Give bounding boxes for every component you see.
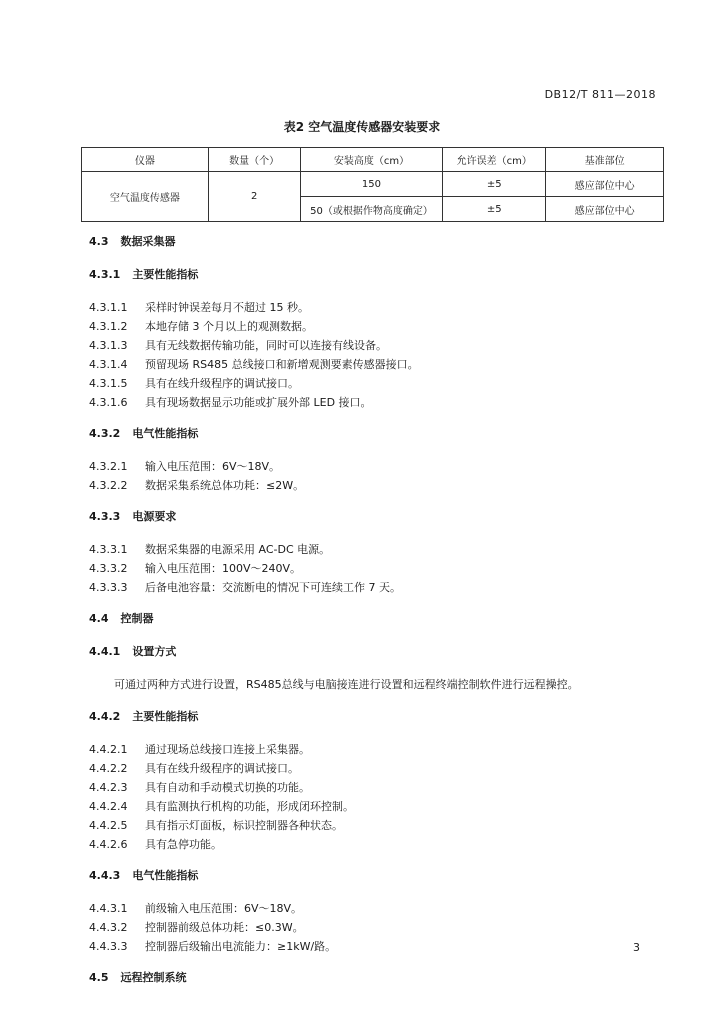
header-quantity: 数量（个） — [208, 148, 300, 172]
subsection-heading-4-4-2: 4.4.2 主要性能指标 — [89, 710, 199, 723]
cell-reference: 感应部位中心 — [546, 197, 664, 222]
clause-list-4-4-3 — [89, 899, 669, 956]
clause-list-4-3-3 — [89, 540, 669, 597]
subsection-heading-4-3-1: 4.3.1 主要性能指标 — [89, 268, 199, 281]
subsection-heading-4-4-3: 4.4.3 电气性能指标 — [89, 869, 199, 882]
list-item: 4.4.2.1 通过现场总线接口连接上采集器。 — [89, 743, 310, 756]
document-body — [89, 232, 669, 1001]
list-item: 4.4.2.2 具有在线升级程序的调试接口。 — [89, 762, 299, 775]
list-item: 4.3.1.6 具有现场数据显示功能或扩展外部 LED 接口。 — [89, 396, 372, 409]
section-heading-4-4: 4.4 控制器 — [89, 612, 154, 625]
list-item: 4.4.3.2 控制器前级总体功耗：≤0.3W。 — [89, 921, 304, 934]
list-item: 4.4.2.4 具有监测执行机构的功能，形成闭环控制。 — [89, 800, 354, 813]
list-item: 4.3.3.3 后备电池容量：交流断电的情况下可连续工作 7 天。 — [89, 581, 401, 594]
table-header-row — [82, 148, 664, 172]
cell-height: 50（或根据作物高度确定） — [300, 197, 443, 222]
cell-quantity: 2 — [208, 172, 300, 222]
list-item: 4.3.3.1 数据采集器的电源采用 AC-DC 电源。 — [89, 543, 331, 556]
list-item: 4.3.2.2 数据采集系统总体功耗：≤2W。 — [89, 479, 305, 492]
list-item: 4.4.2.5 具有指示灯面板，标识控制器各种状态。 — [89, 819, 343, 832]
list-item: 4.3.1.5 具有在线升级程序的调试接口。 — [89, 377, 299, 390]
header-tolerance: 允许误差（cm） — [443, 148, 546, 172]
paragraph-setup-methods: 可通过两种方式进行设置，RS485总线与电脑接连进行设置和远程终端控制软件进行远程操控。 — [114, 678, 579, 691]
installation-requirements-table — [81, 147, 664, 222]
list-item: 4.3.1.4 预留现场 RS485 总线接口和新增观测要素传感器接口。 — [89, 358, 419, 371]
list-item: 4.4.2.3 具有自动和手动模式切换的功能。 — [89, 781, 310, 794]
list-item: 4.3.2.1 输入电压范围：6V～18V。 — [89, 460, 281, 473]
list-item: 4.4.3.1 前级输入电压范围：6V～18V。 — [89, 902, 303, 915]
cell-height: 150 — [300, 172, 443, 197]
list-item: 4.3.1.2 本地存储 3 个月以上的观测数据。 — [89, 320, 313, 333]
list-item: 4.4.2.6 具有急停功能。 — [89, 838, 222, 851]
table-title: 表2 空气温度传感器安装要求 — [283, 120, 441, 134]
section-heading-4-3: 4.3 数据采集器 — [89, 235, 176, 248]
clause-list-4-3-1 — [89, 298, 669, 412]
clause-list-4-3-2 — [89, 457, 669, 495]
cell-tolerance: ±5 — [443, 197, 546, 222]
list-item: 4.4.3.3 控制器后级输出电流能力：≥1kW/路。 — [89, 940, 337, 953]
header-instrument: 仪器 — [82, 148, 209, 172]
subsection-heading-4-3-2: 4.3.2 电气性能指标 — [89, 427, 199, 440]
header-reference: 基准部位 — [546, 148, 664, 172]
clause-list-4-4-2 — [89, 740, 669, 854]
table-row — [82, 172, 664, 197]
cell-instrument: 空气温度传感器 — [82, 172, 209, 222]
header-install-height: 安装高度（cm） — [300, 148, 443, 172]
list-item: 4.3.1.3 具有无线数据传输功能，同时可以连接有线设备。 — [89, 339, 387, 352]
list-item: 4.3.3.2 输入电压范围：100V～240V。 — [89, 562, 302, 575]
list-item: 4.3.1.1 采样时钟误差每月不超过 15 秒。 — [89, 301, 309, 314]
cell-tolerance: ±5 — [443, 172, 546, 197]
document-code: DB12/T 811—2018 — [544, 88, 656, 101]
page-number: 3 — [633, 941, 640, 954]
cell-reference: 感应部位中心 — [546, 172, 664, 197]
section-heading-4-5: 4.5 远程控制系统 — [89, 971, 187, 984]
subsection-heading-4-3-3: 4.3.3 电源要求 — [89, 510, 177, 523]
subsection-heading-4-4-1: 4.4.1 设置方式 — [89, 645, 177, 658]
